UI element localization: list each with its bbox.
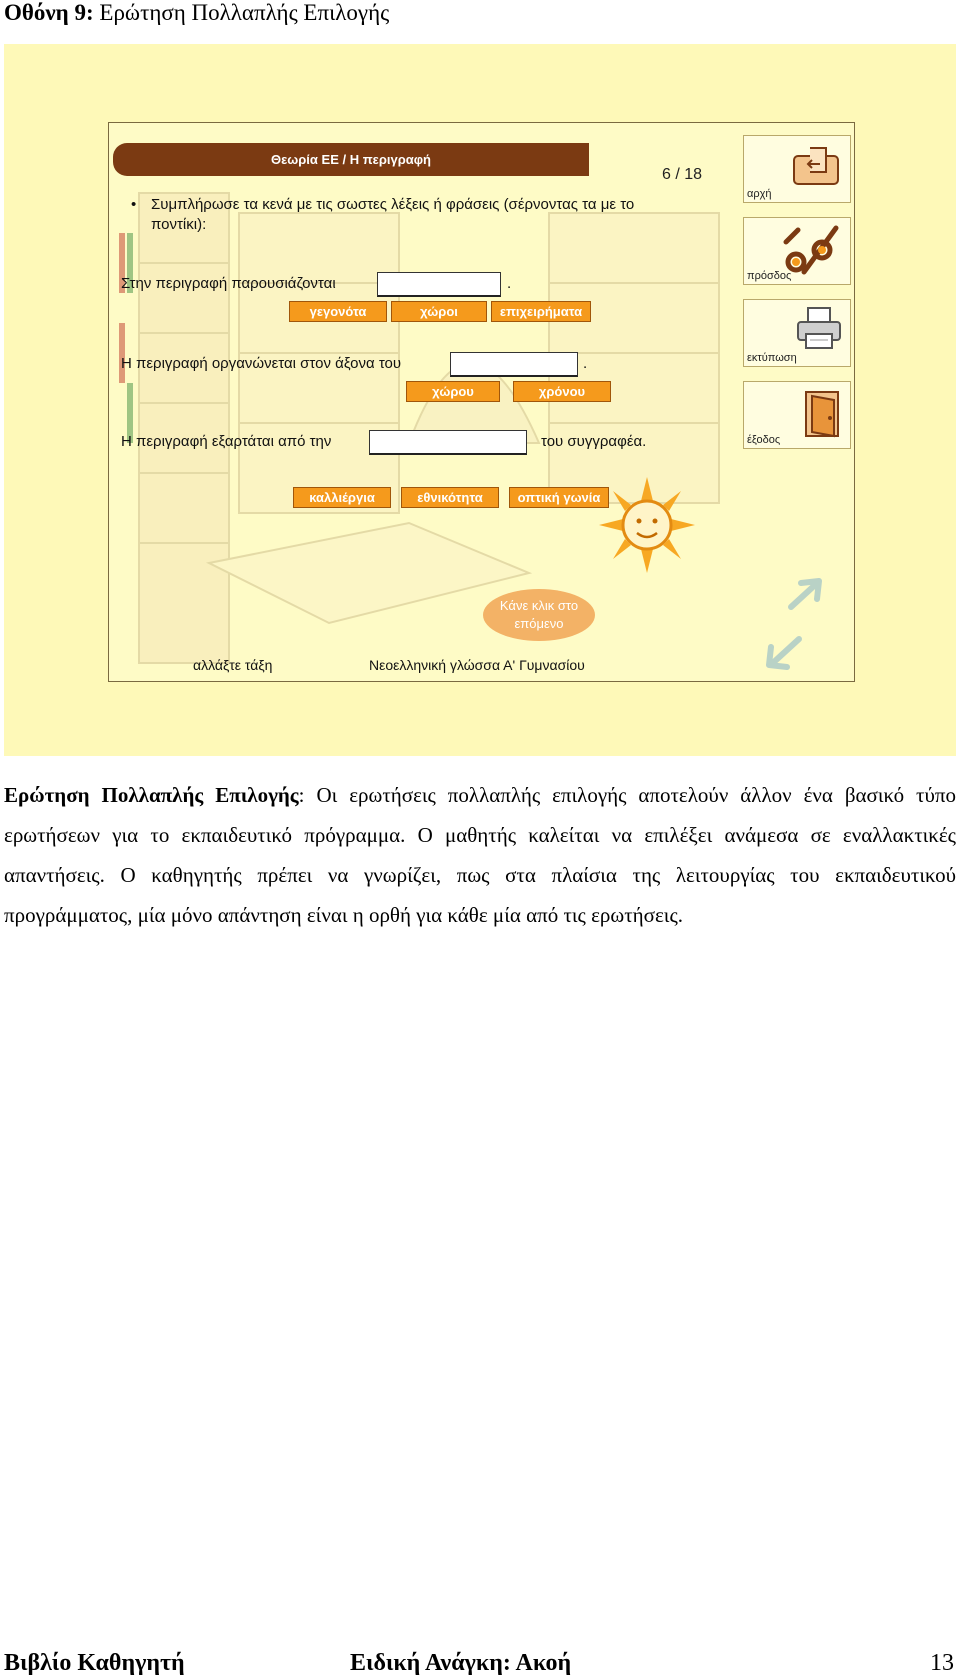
course-name: Νεοελληνική γλώσσα Α' Γυμνασίου [369,657,585,673]
question-2-blank[interactable] [450,352,578,377]
instruction-text: Συμπλήρωσε τα κενά με τις σωστες λέξεις ή φράσεις (σέρνοντας τα με το ποντίκι): [151,196,635,233]
question-3-blank[interactable] [369,430,527,455]
home-icon [786,142,844,190]
question-3-text: Η περιγραφή εξαρτάται από την [121,433,332,450]
page-number: 13 [930,1650,954,1676]
question-2-suffix: . [583,355,588,372]
back-arrow-icon[interactable] [761,635,803,671]
option-chip[interactable]: χώρου [406,381,500,402]
footer-book-title: Βιβλίο Καθηγητή [4,1650,185,1676]
print-button[interactable] [743,299,851,367]
app-window [108,122,855,682]
option-chip[interactable]: χρόνου [513,381,611,402]
screen-heading-label: Οθόνη 9: [4,0,94,25]
screen-heading [4,0,389,26]
question-1-text: Στην περιγραφή παρουσιάζονται [121,275,336,292]
question-1-suffix: . [507,275,512,292]
next-arrow-icon[interactable] [787,575,829,611]
instruction-bullet: • [131,196,137,213]
question-1-blank[interactable] [377,272,501,297]
progress-button[interactable] [743,217,851,285]
sun-icon [597,475,697,575]
next-hint-text: Κάνε κλικ στο επόμενο [499,598,579,631]
option-chip[interactable]: επιχειρήματα [491,301,591,322]
page-counter: 6 / 18 [662,166,703,183]
progress-button-label: πρόσδος [747,270,792,282]
paragraph-text: : Οι ερωτήσεις πολλαπλής επιλογής αποτελούν άλλον ένα βασικό τύπο ερωτήσεων για το εκπαιδευτικό πρόγραμμα. Ο μαθητής καλείται να επιλέξει ανάμεσα σε εναλλακτικές απαντήσεις. Ο καθηγητής πρέπει να γνωρίζει, πως στα πλαίσια της λειτουργίας του εκπαιδευτικού προγράμματος, μία μόνο απάντηση είναι η ορθή για κάθε μία από τις ερωτήσεις. [4,783,956,927]
option-chip[interactable]: χώροι [391,301,487,322]
question-2-text: Η περιγραφή οργανώνεται στον άξονα του [121,355,402,372]
home-button[interactable] [743,135,851,203]
paragraph-term: Ερώτηση Πολλαπλής Επιλογής [4,783,299,807]
footer-section: Ειδική Ανάγκη: Ακοή [350,1650,572,1676]
lesson-title-bar [113,143,589,176]
screen-heading-text: Ερώτηση Πολλαπλής Επιλογής [99,0,390,25]
description-paragraph [4,775,956,935]
exit-button-label: έξοδος [747,434,781,446]
print-button-label: εκτύπωση [747,352,797,364]
exit-button[interactable] [743,381,851,449]
instruction [131,195,691,235]
option-chip[interactable]: γεγονότα [289,301,387,322]
option-chip[interactable]: οπτική γωνία [509,487,609,508]
question-3-suffix: του συγγραφέα. [541,433,647,450]
exit-door-icon [802,388,844,442]
home-button-label: αρχή [747,188,772,200]
change-class-link[interactable]: αλλάξτε τάξη [193,657,273,673]
lesson-title: Θεωρία ΕΕ / Η περιγραφή [271,152,431,167]
option-chip[interactable]: καλλιέργια [293,487,391,508]
option-chip[interactable]: εθνικότητα [401,487,499,508]
next-hint-bubble [483,589,595,641]
printer-icon [794,306,844,352]
